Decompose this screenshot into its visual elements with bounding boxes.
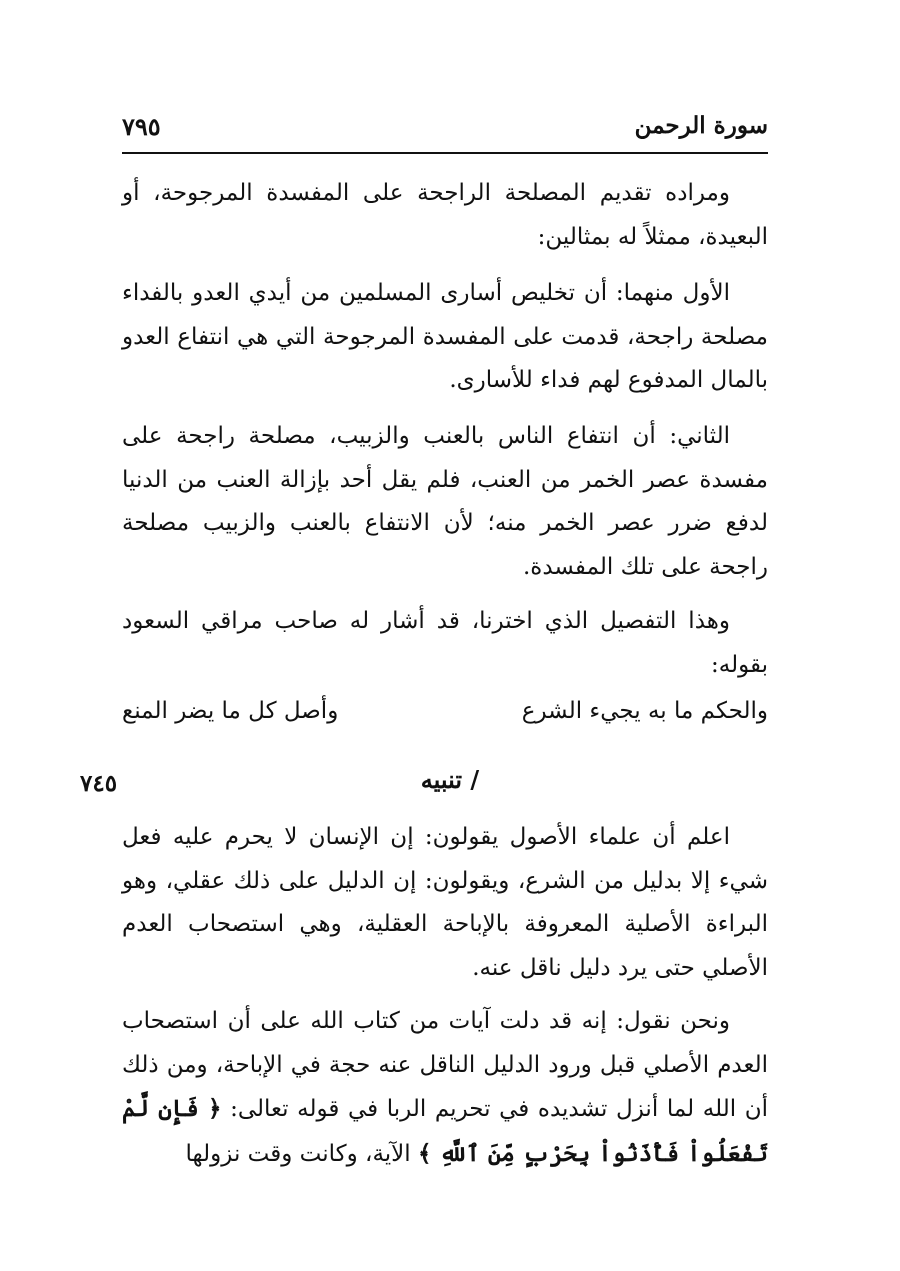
verse-hemistich-1: والحكم ما به يجيء الشرع [521,698,768,724]
paragraph-usul: اعلم أن علماء الأصول يقولون: إن الإنسان لا يحرم عليه فعل شيء إلا بدليل من الشرع، ويقولون: إن الدليل على ذلك عقلي، وهو البراءة الأصلية المعروفة بالإباحة العقلية، وهي استصحاب العدم الأصلي حتى يرد دليل ناقل عنه. [122,824,768,981]
paragraph-intro: ومراده تقديم المصلحة الراجحة على المفسدة المرجوحة، أو البعيدة، ممثلاً له بمثالين: [122,180,768,250]
riba-text-before: ونحن نقول: إنه قد دلت آيات من كتاب الله على أن استصحاب العدم الأصلي قبل ورود الدليل الناقل عنه حجة في الإباحة، ومن ذلك أن الله لما أنزل تشديده في تحريم الربا في قوله تعالى: [122,1008,768,1122]
section-title: / تنبيه [420,765,480,794]
poem-verse [122,698,768,738]
quran-quote: ﴿ فَإِن لَّمْ تَفْعَلُواْ فَأْذَنُواْ بِحَرْبٍ مِّنَ ٱللَّهِ ﴾ [122,1095,768,1167]
page-header [122,112,768,154]
paragraph-riba [122,1000,768,1176]
paragraph-maraqi: وهذا التفصيل الذي اخترنا، قد أشار له صاحب مراقي السعود بقوله: [122,608,768,678]
section-number: ٧٤٥ [80,770,118,797]
verse-hemistich-2: وأصل كل ما يضر المنع [122,698,339,724]
surah-title: سورة الرحمن [634,112,768,139]
page-number: ٧٩٥ [122,112,161,141]
paragraph-first-example: الأول منهما: أن تخليص أسارى المسلمين من أيدي العدو بالفداء مصلحة راجحة، قدمت على المفسدة المرجوحة التي هي انتفاع العدو بالمال المدفوع لهم فداء للأسارى. [122,280,768,393]
paragraph-second-example: الثاني: أن انتفاع الناس بالعنب والزبيب، مصلحة راجحة على مفسدة عصر الخمر من العنب، فلم يقل أحد بإزالة العنب من الدنيا لدفع ضرر عصر الخمر منه؛ لأن الانتفاع بالعنب والزبيب مصلحة راجحة على تلك المفسدة. [122,423,768,580]
riba-text-after: الآية، وكانت وقت نزولها [185,1140,418,1167]
